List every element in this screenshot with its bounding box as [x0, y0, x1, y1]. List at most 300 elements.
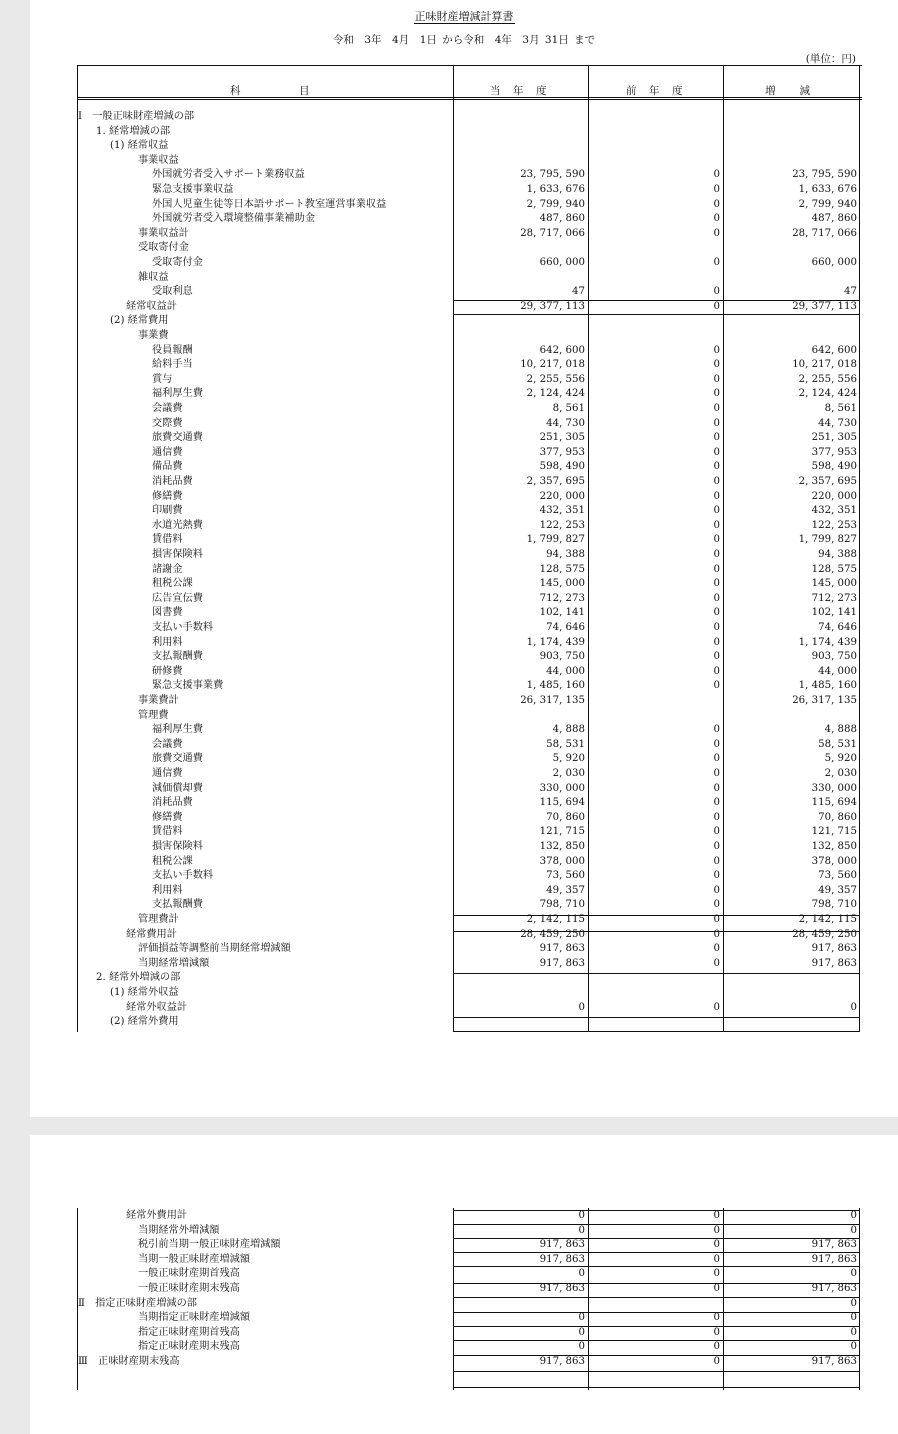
previous-year-value: 0 — [713, 826, 720, 838]
current-year-value: 2, 124, 424 — [526, 388, 585, 400]
current-year-value: 251, 305 — [539, 432, 585, 444]
change-value: 220, 000 — [811, 490, 857, 502]
current-year-value — [453, 986, 585, 1001]
change-value — [724, 1015, 857, 1030]
current-year-value: 2, 799, 940 — [526, 198, 585, 210]
previous-year-value: 0 — [713, 446, 720, 458]
current-year-value: 10, 217, 018 — [520, 359, 585, 371]
current-year-value: 49, 357 — [546, 884, 585, 896]
row-label: 租税公課 — [152, 578, 193, 590]
previous-year-value: 0 — [713, 417, 720, 429]
change-value: 5, 920 — [824, 753, 857, 765]
previous-year-value: 0 — [713, 257, 720, 268]
previous-year-value: 0 — [713, 768, 720, 779]
row-label: 当期経常外増減額 — [138, 1224, 220, 1236]
previous-year-value: 0 — [713, 811, 720, 823]
row-label: 会議費 — [152, 738, 183, 750]
current-year-value — [453, 241, 585, 256]
previous-year-value: 0 — [713, 622, 720, 633]
previous-year-value: 0 — [713, 870, 720, 882]
current-year-value — [453, 1015, 585, 1030]
previous-year-value: 0 — [713, 855, 720, 867]
row-label: 広告宣伝費 — [152, 592, 203, 604]
previous-year-value: 0 — [713, 344, 720, 356]
current-year-value: 917, 863 — [539, 943, 585, 955]
current-year-value: 220, 000 — [539, 490, 585, 502]
change-value: 432, 351 — [811, 505, 857, 517]
change-value — [724, 154, 857, 169]
previous-year-value: 0 — [713, 563, 720, 575]
change-value — [724, 329, 857, 344]
current-year-value: 0 — [578, 1312, 585, 1324]
current-year-value — [453, 314, 585, 329]
previous-year-value: 0 — [713, 534, 720, 546]
row-label: 一般正味財産期末残高 — [138, 1283, 240, 1294]
current-year-value: 121, 715 — [539, 826, 585, 838]
current-year-value: 1, 174, 439 — [526, 636, 585, 648]
current-year-value: 330, 000 — [539, 782, 585, 794]
current-year-value: 70, 860 — [546, 811, 585, 823]
change-value: 1, 174, 439 — [798, 636, 857, 648]
current-year-value: 798, 710 — [539, 899, 585, 911]
change-value: 1, 485, 160 — [798, 680, 857, 692]
previous-year-value: 0 — [713, 505, 720, 517]
previous-year-value: 0 — [713, 1210, 720, 1221]
change-value: 378, 000 — [811, 855, 857, 867]
current-year-value: 26, 317, 135 — [520, 695, 585, 706]
change-value: 28, 459, 250 — [792, 928, 857, 940]
previous-year-value: 0 — [713, 782, 720, 794]
row-label: 事業収益計 — [138, 227, 189, 239]
change-value: 798, 710 — [811, 899, 857, 911]
previous-year-value: 0 — [713, 884, 720, 896]
header-previous-year: 前 年 度 — [626, 85, 684, 97]
previous-year-value: 0 — [713, 665, 720, 677]
current-year-value: 0 — [578, 1001, 585, 1013]
previous-year-value: 0 — [713, 373, 720, 385]
previous-year-value — [589, 709, 720, 724]
previous-year-value — [589, 314, 720, 329]
previous-year-value — [589, 971, 720, 986]
row-label: 経常外費用計 — [126, 1210, 188, 1221]
table-column-rule — [859, 65, 860, 1032]
current-year-value — [453, 154, 585, 169]
previous-year-value: 0 — [713, 957, 720, 969]
previous-year-value: 0 — [713, 636, 720, 648]
row-label: 2. 経常外増減の部 — [96, 972, 181, 984]
current-year-value: 1, 799, 827 — [526, 534, 585, 546]
change-value: 0 — [850, 1224, 857, 1236]
row-label: 消耗品費 — [152, 797, 193, 809]
previous-year-value: 0 — [713, 476, 720, 487]
table-row-rule — [77, 99, 862, 100]
previous-year-value: 0 — [713, 914, 720, 925]
change-value: 74, 646 — [818, 622, 857, 633]
row-label: 減価償却費 — [152, 782, 203, 794]
current-year-value: 0 — [578, 1210, 585, 1221]
change-value: 70, 860 — [818, 811, 857, 823]
row-label: 一般正味財産期首残高 — [138, 1268, 240, 1280]
previous-year-value: 0 — [713, 490, 720, 502]
previous-year-value: 0 — [713, 300, 720, 312]
row-label: 緊急支援事業費 — [152, 680, 224, 692]
previous-year-value: 0 — [713, 578, 720, 590]
row-label: 福利厚生費 — [152, 388, 203, 400]
previous-year-value: 0 — [713, 1239, 720, 1251]
row-label: 支払い手数料 — [152, 622, 214, 633]
row-label: 指定正味財産期首残高 — [138, 1326, 240, 1338]
statement-page-2 — [30, 1135, 898, 1434]
row-label: Ⅲ 正味財産期末残高 — [78, 1356, 180, 1367]
current-year-value: 903, 750 — [539, 651, 585, 663]
row-label: 旅費交通費 — [152, 432, 203, 444]
previous-year-value — [589, 1015, 720, 1030]
change-value: 58, 531 — [818, 738, 857, 750]
previous-year-value: 0 — [713, 461, 720, 473]
row-label: 1. 経常増減の部 — [96, 125, 171, 137]
change-value — [724, 986, 857, 1001]
change-value: 917, 863 — [811, 943, 857, 955]
previous-year-value: 0 — [713, 592, 720, 604]
statement-page-1 — [30, 0, 898, 1117]
current-year-value: 377, 953 — [539, 446, 585, 458]
current-year-value — [453, 125, 585, 140]
previous-year-value: 0 — [713, 227, 720, 239]
current-year-value: 2, 030 — [552, 768, 585, 779]
change-value: 1, 633, 676 — [798, 184, 857, 195]
previous-year-value: 0 — [713, 1283, 720, 1294]
previous-year-value: 0 — [713, 607, 720, 619]
row-label: 外国人児童生徒等日本語サポート教室運営事業収益 — [152, 198, 387, 210]
previous-year-value: 0 — [713, 549, 720, 560]
previous-year-value: 0 — [713, 519, 720, 531]
current-year-value: 73, 560 — [546, 870, 585, 882]
change-value: 1, 799, 827 — [798, 534, 857, 546]
table-row-rule — [77, 65, 862, 66]
row-label: 経常費用計 — [126, 928, 177, 940]
row-label: 管理費 — [138, 709, 169, 721]
row-label: 支払報酬費 — [152, 651, 203, 663]
row-label: (1) 経常収益 — [110, 140, 169, 152]
row-label: 当期経常増減額 — [138, 957, 210, 969]
change-value: 2, 255, 556 — [798, 373, 857, 385]
change-value: 377, 953 — [811, 446, 857, 458]
row-label: 賃借料 — [152, 534, 183, 546]
current-year-value: 2, 255, 556 — [526, 373, 585, 385]
change-value: 251, 305 — [811, 432, 857, 444]
current-year-value: 74, 646 — [546, 622, 585, 633]
current-year-value: 487, 860 — [539, 213, 585, 225]
current-year-value: 2, 357, 695 — [526, 476, 585, 487]
change-value: 917, 863 — [811, 1356, 857, 1367]
change-value: 2, 030 — [824, 768, 857, 779]
table-row-rule — [77, 97, 862, 98]
change-value: 487, 860 — [811, 213, 857, 225]
current-year-value — [453, 971, 585, 986]
previous-year-value: 0 — [713, 724, 720, 736]
change-value: 2, 799, 940 — [798, 198, 857, 210]
row-label: 交際費 — [152, 417, 183, 429]
previous-year-value: 0 — [713, 797, 720, 809]
previous-year-value: 0 — [713, 286, 720, 298]
change-value — [724, 139, 857, 154]
change-value: 712, 273 — [811, 592, 857, 604]
previous-year-value: 0 — [713, 1253, 720, 1265]
previous-year-value: 0 — [713, 928, 720, 940]
row-label: 外国就労者受入環境整備事業補助金 — [152, 213, 315, 225]
previous-year-value — [589, 139, 720, 154]
table-row-rule — [453, 1371, 859, 1372]
current-year-value: 102, 141 — [539, 607, 585, 619]
previous-year-value — [589, 986, 720, 1001]
current-year-value: 47 — [572, 286, 585, 298]
previous-year-value: 0 — [713, 1312, 720, 1324]
change-value: 0 — [850, 1312, 857, 1324]
previous-year-value: 0 — [713, 1341, 720, 1353]
current-year-value: 378, 000 — [539, 855, 585, 867]
row-label: 租税公課 — [152, 855, 193, 867]
current-year-value — [453, 709, 585, 724]
change-value: 10, 217, 018 — [792, 359, 857, 371]
row-label: 修繕費 — [152, 811, 183, 823]
change-value: 49, 357 — [818, 884, 857, 896]
previous-year-value — [589, 154, 720, 169]
row-label: 経常収益計 — [126, 300, 177, 312]
current-year-value: 917, 863 — [539, 1253, 585, 1265]
current-year-value — [453, 329, 585, 344]
change-value: 0 — [850, 1268, 857, 1280]
previous-year-value — [589, 110, 720, 125]
change-value: 4, 888 — [824, 724, 857, 736]
row-label: 利用料 — [152, 636, 183, 648]
change-value: 115, 694 — [811, 797, 857, 809]
table-row-rule — [453, 1031, 859, 1032]
previous-year-value — [589, 329, 720, 344]
change-value: 917, 863 — [811, 957, 857, 969]
current-year-value: 44, 730 — [546, 417, 585, 429]
current-year-value: 917, 863 — [539, 957, 585, 969]
change-value: 2, 357, 695 — [798, 476, 857, 487]
row-label: 旅費交通費 — [152, 753, 203, 765]
row-label: 通信費 — [152, 446, 183, 458]
change-value: 917, 863 — [811, 1239, 857, 1251]
row-label: 研修費 — [152, 665, 183, 677]
document-title: 正味財産増減計算書 — [414, 10, 514, 23]
current-year-value: 432, 351 — [539, 505, 585, 517]
row-label: 通信費 — [152, 768, 183, 779]
row-label: Ⅱ 指定正味財産増減の部 — [78, 1297, 197, 1309]
previous-year-value: 0 — [713, 198, 720, 210]
row-label: (2) 経常費用 — [110, 315, 169, 327]
current-year-value: 1, 485, 160 — [526, 680, 585, 692]
row-label: 外国就労者受入サポート業務収益 — [152, 169, 305, 181]
row-label: 経常外収益計 — [126, 1001, 188, 1013]
current-year-value — [453, 271, 585, 286]
change-value: 44, 000 — [818, 665, 857, 677]
previous-year-value: 0 — [713, 899, 720, 911]
row-label: 給料手当 — [152, 359, 193, 371]
change-value: 2, 124, 424 — [798, 388, 857, 400]
change-value: 94, 388 — [818, 549, 857, 560]
row-label: 事業費 — [138, 330, 169, 341]
previous-year-value: 0 — [713, 403, 720, 414]
current-year-value: 0 — [578, 1224, 585, 1236]
previous-year-value: 0 — [713, 738, 720, 750]
row-label: Ⅰ 一般正味財産増減の部 — [78, 111, 195, 122]
table-column-rule — [77, 65, 78, 1032]
current-year-value — [453, 110, 585, 125]
change-value: 121, 715 — [811, 826, 857, 838]
header-current-year: 当 年 度 — [490, 85, 548, 97]
current-year-value: 94, 388 — [546, 549, 585, 560]
previous-year-value: 0 — [713, 651, 720, 663]
previous-year-value: 0 — [713, 432, 720, 444]
previous-year-value: 0 — [713, 841, 720, 852]
current-year-value: 0 — [578, 1341, 585, 1353]
row-label: 諸謝金 — [152, 563, 183, 575]
current-year-value: 1, 633, 676 — [526, 184, 585, 195]
current-year-value: 58, 531 — [546, 738, 585, 750]
change-value: 102, 141 — [811, 607, 857, 619]
header-subject: 科 目 — [230, 85, 311, 97]
row-label: 賃借料 — [152, 826, 183, 838]
current-year-value: 115, 694 — [539, 797, 585, 809]
row-label: 賞与 — [152, 373, 173, 385]
change-value: 73, 560 — [818, 870, 857, 882]
change-value — [724, 971, 857, 986]
row-label: 利用料 — [152, 884, 183, 896]
change-value: 660, 000 — [811, 257, 857, 268]
current-year-value: 642, 600 — [539, 344, 585, 356]
row-label: 福利厚生費 — [152, 724, 203, 736]
row-label: 修繕費 — [152, 490, 183, 502]
change-value: 0 — [850, 1341, 857, 1353]
change-value: 2, 142, 115 — [798, 914, 857, 925]
row-label: 受取寄付金 — [138, 242, 189, 254]
previous-year-value: 0 — [713, 184, 720, 195]
row-label: 役員報酬 — [152, 344, 193, 356]
change-value: 122, 253 — [811, 519, 857, 531]
row-label: 消耗品費 — [152, 476, 193, 487]
current-year-value — [453, 1297, 585, 1312]
current-year-value: 2, 142, 115 — [526, 914, 585, 925]
previous-year-value — [589, 1297, 720, 1312]
previous-year-value — [589, 241, 720, 256]
change-value: 0 — [850, 1001, 857, 1013]
current-year-value: 28, 717, 066 — [520, 227, 585, 239]
row-label: 緊急支援事業収益 — [152, 184, 234, 195]
previous-year-value: 0 — [713, 753, 720, 765]
row-label: 事業収益 — [138, 154, 179, 166]
row-label: 備品費 — [152, 461, 183, 473]
row-label: 評価損益等調整前当期経常増減額 — [138, 943, 291, 955]
previous-year-value: 0 — [713, 943, 720, 955]
row-label: 損害保険料 — [152, 549, 203, 560]
change-value: 330, 000 — [811, 782, 857, 794]
change-value: 128, 575 — [811, 563, 857, 575]
previous-year-value: 0 — [713, 169, 720, 181]
current-year-value: 917, 863 — [539, 1356, 585, 1367]
row-label: 損害保険料 — [152, 841, 203, 852]
row-label: 管理費計 — [138, 914, 179, 925]
row-label: 受取利息 — [152, 286, 193, 298]
current-year-value: 660, 000 — [539, 257, 585, 268]
current-year-value: 4, 888 — [552, 724, 585, 736]
row-label: 当期指定正味財産増減額 — [138, 1312, 251, 1324]
change-value: 26, 317, 135 — [792, 695, 857, 706]
previous-year-value: 0 — [713, 1326, 720, 1338]
current-year-value: 28, 459, 250 — [520, 928, 585, 940]
current-year-value: 8, 561 — [552, 403, 585, 414]
change-value: 145, 000 — [811, 578, 857, 590]
header-change: 増 減 — [765, 85, 811, 97]
current-year-value: 23, 795, 590 — [520, 169, 585, 181]
row-label: 税引前当期一般正味財産増減額 — [138, 1239, 281, 1251]
change-value: 29, 377, 113 — [792, 300, 857, 312]
current-year-value: 917, 863 — [539, 1283, 585, 1294]
previous-year-value: 0 — [713, 1224, 720, 1236]
row-label: 会議費 — [152, 403, 183, 414]
row-label: 事業費計 — [138, 695, 179, 706]
change-value — [724, 709, 857, 724]
change-value: 903, 750 — [811, 651, 857, 663]
row-label: 受取寄付金 — [152, 257, 203, 268]
current-year-value: 917, 863 — [539, 1239, 585, 1251]
row-label: 印刷費 — [152, 505, 183, 517]
change-value: 28, 717, 066 — [792, 227, 857, 239]
change-value — [724, 125, 857, 140]
current-year-value: 0 — [578, 1326, 585, 1338]
change-value: 917, 863 — [811, 1253, 857, 1265]
previous-year-value: 0 — [713, 1356, 720, 1367]
current-year-value: 598, 490 — [539, 461, 585, 473]
change-value: 917, 863 — [811, 1283, 857, 1294]
previous-year-value — [589, 694, 720, 709]
change-value: 642, 600 — [811, 344, 857, 356]
row-label: 支払い手数料 — [152, 870, 214, 882]
change-value: 8, 561 — [824, 403, 857, 414]
current-year-value: 145, 000 — [539, 578, 585, 590]
current-year-value: 128, 575 — [539, 563, 585, 575]
current-year-value: 132, 850 — [539, 841, 585, 852]
row-label: 支払報酬費 — [152, 899, 203, 911]
current-year-value: 0 — [578, 1268, 585, 1280]
row-label: 雑収益 — [138, 271, 169, 283]
change-value: 47 — [844, 286, 857, 298]
row-label: 図書費 — [152, 607, 183, 619]
previous-year-value: 0 — [713, 680, 720, 692]
change-value — [724, 271, 857, 286]
current-year-value: 5, 920 — [552, 753, 585, 765]
current-year-value: 712, 273 — [539, 592, 585, 604]
row-label: 水道光熱費 — [152, 519, 203, 531]
change-value: 23, 795, 590 — [792, 169, 857, 181]
change-value: 598, 490 — [811, 461, 857, 473]
current-year-value: 122, 253 — [539, 519, 585, 531]
change-value: 44, 730 — [818, 417, 857, 429]
row-label: (2) 経常外費用 — [110, 1016, 179, 1028]
current-year-value: 29, 377, 113 — [520, 300, 585, 312]
change-value — [724, 314, 857, 329]
previous-year-value: 0 — [713, 213, 720, 225]
row-label: 指定正味財産期末残高 — [138, 1341, 240, 1353]
current-year-value: 44, 000 — [546, 665, 585, 677]
previous-year-value: 0 — [713, 359, 720, 371]
current-year-value — [453, 139, 585, 154]
previous-year-value: 0 — [713, 1268, 720, 1280]
change-value: 0 — [850, 1210, 857, 1221]
unit-label: (単位：円) — [805, 53, 856, 65]
